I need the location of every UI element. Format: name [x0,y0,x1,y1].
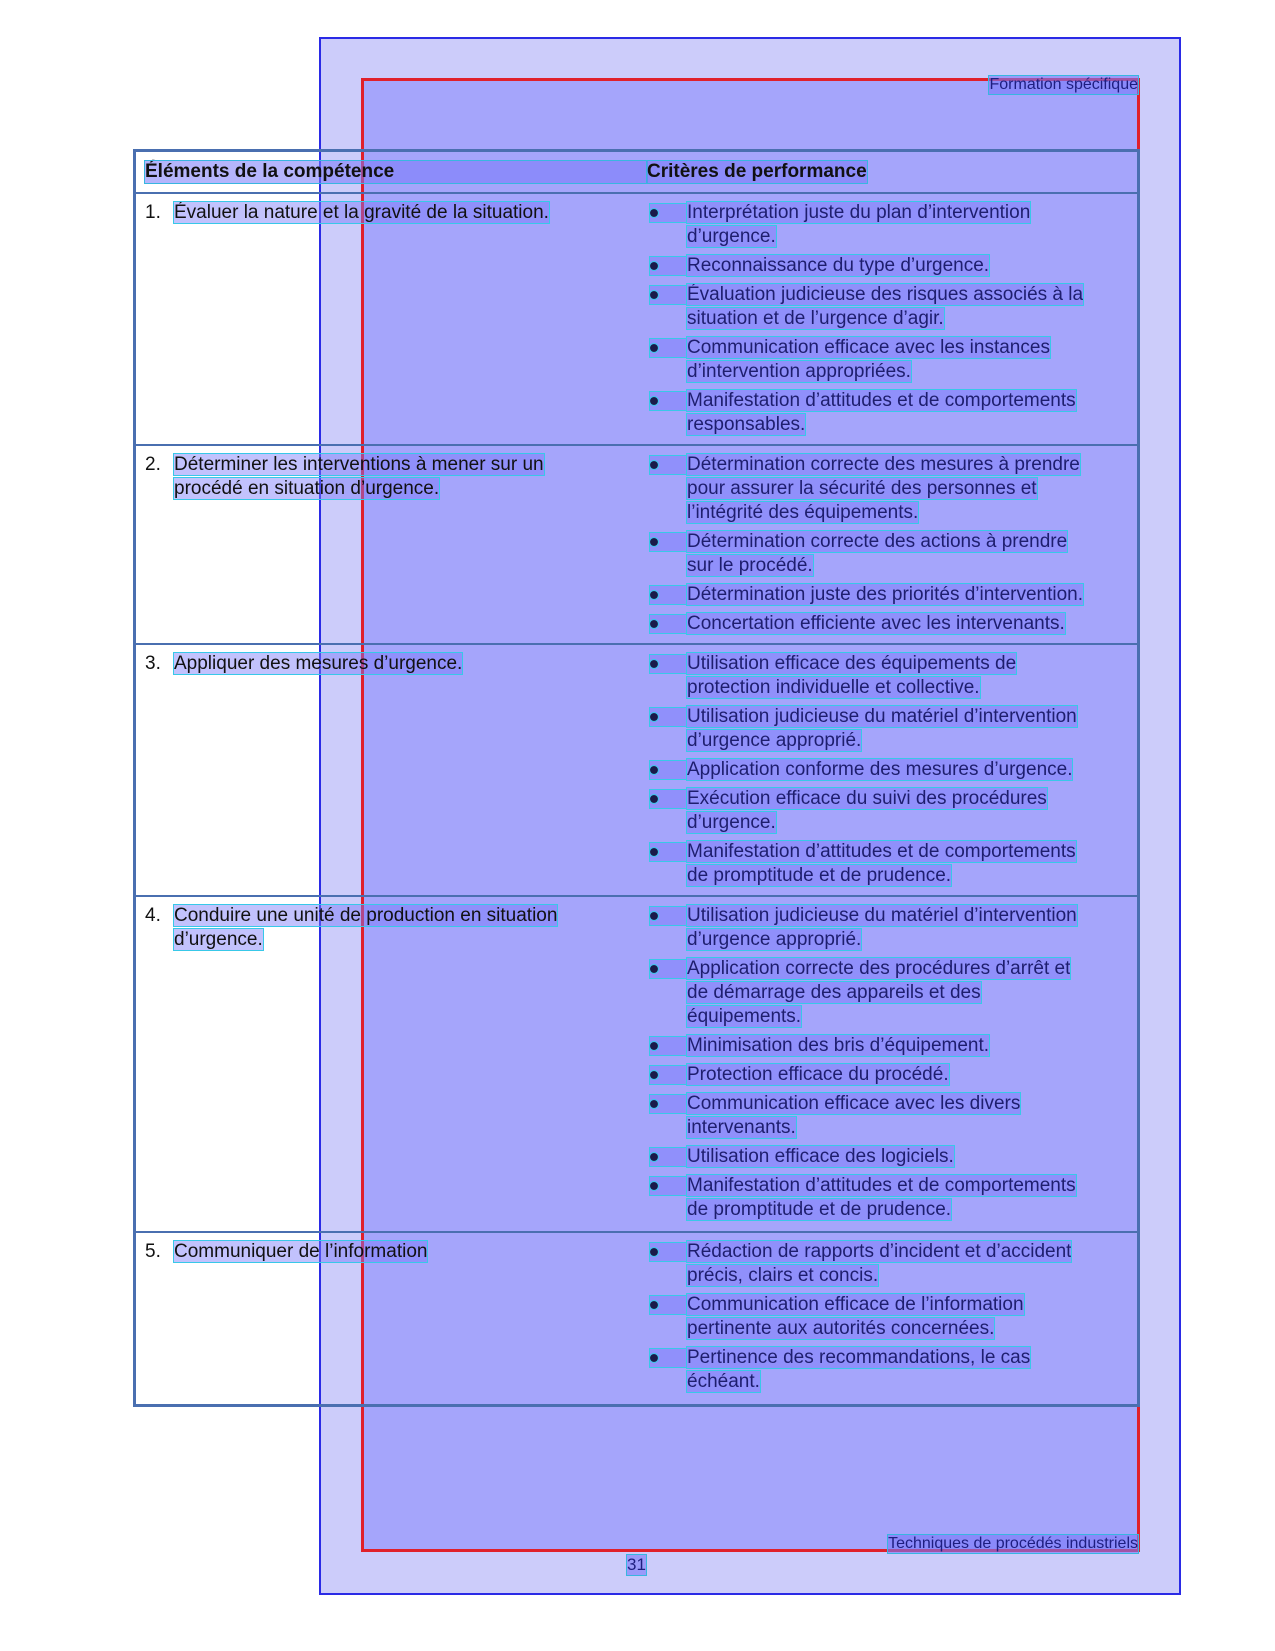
performance-criterion [687,1346,1124,1394]
criterion-line: équipements. [687,1006,802,1027]
competence-element-line [145,201,549,225]
element-number: 4. [145,905,161,926]
performance-criterion [687,1240,1124,1288]
bullet-icon [650,538,658,546]
criterion-line: d’urgence. [687,812,776,833]
criterion-line: Communication efficace avec les divers [687,1093,1021,1114]
row-divider [133,643,1140,645]
competence-element-line [145,477,439,501]
performance-criterion [687,787,1124,835]
bullet-icon [650,461,658,469]
criterion-line: Reconnaissance du type d’urgence. [687,255,990,276]
criterion-line: Manifestation d’attitudes et de comportements [687,841,1076,862]
performance-criterion [687,283,1124,331]
criterion-line: Communication efficace de l’information [687,1294,1024,1315]
performance-criterion [687,336,1124,384]
criterion-line: d’urgence. [687,226,776,247]
performance-criterion [687,1034,1124,1058]
criterion-line: Manifestation d’attitudes et de comportements [687,1175,1076,1196]
performance-criterion [687,652,1124,700]
criterion-line: Rédaction de rapports d’incident et d’accident [687,1241,1072,1262]
criterion-line: Détermination juste des priorités d’intervention. [687,584,1084,605]
criterion-line: de promptitude et de prudence. [687,865,952,886]
element-number: 5. [145,1241,161,1262]
criterion-line: Concertation efficiente avec les intervenants. [687,613,1065,634]
element-text: Appliquer des mesures d’urgence. [174,653,463,674]
criterion-line: Communication efficace avec les instances [687,337,1050,358]
competence-element-line [145,904,557,928]
bullet-icon [650,965,658,973]
bullet-icon [650,660,658,668]
criterion-line: pour assurer la sécurité des personnes et [687,478,1037,499]
criterion-line: d’intervention appropriées. [687,361,911,382]
criterion-line: Interprétation juste du plan d’intervention [687,202,1031,223]
performance-criterion [687,583,1124,607]
element-text: d’urgence. [174,929,263,950]
element-number: 1. [145,202,161,223]
criterion-line: Utilisation judicieuse du matériel d’intervention [687,905,1077,926]
criterion-line: précis, clairs et concis. [687,1265,879,1286]
performance-criterion [687,201,1124,249]
criterion-line: responsables. [687,414,806,435]
row-divider [133,444,1140,446]
performance-criterion [687,1293,1124,1341]
performance-criterion [687,1063,1124,1087]
bullet-icon [650,848,658,856]
bullet-icon [650,1071,658,1079]
bullet-icon [650,766,658,774]
column-header-elements: Éléments de la compétence [145,161,647,183]
row-divider [133,1231,1140,1233]
running-header: Formation spécifique [989,76,1138,93]
bullet-icon [650,1301,658,1309]
criterion-line: Évaluation judicieuse des risques associés à la [687,284,1084,305]
criterion-line: de promptitude et de prudence. [687,1199,952,1220]
criterion-line: pertinente aux autorités concernées. [687,1318,995,1339]
bullet-icon [650,1042,658,1050]
criterion-line: intervenants. [687,1117,796,1138]
competence-element-line [145,928,263,952]
element-text: procédé en situation d’urgence. [174,478,440,499]
performance-criterion [687,705,1124,753]
criterion-line: Minimisation des bris d’équipement. [687,1035,990,1056]
performance-criterion [687,453,1124,525]
performance-criterion [687,1174,1124,1222]
bullet-icon [650,1248,658,1256]
header-divider [133,192,1140,194]
performance-criterion [687,1092,1124,1140]
criterion-line: échéant. [687,1371,760,1392]
criterion-line: Pertinence des recommandations, le cas [687,1347,1031,1368]
element-text: Communiquer de l’information [174,1241,428,1262]
performance-criterion [687,957,1124,1029]
bullet-icon [650,713,658,721]
performance-criterion [687,758,1124,782]
criterion-line: sur le procédé. [687,555,813,576]
criterion-line: Utilisation efficace des logiciels. [687,1146,954,1167]
page-number: 31 [627,1555,646,1574]
criterion-line: Manifestation d’attitudes et de comportements [687,390,1076,411]
performance-criterion [687,389,1124,437]
bullet-icon [650,1153,658,1161]
criterion-line: d’urgence approprié. [687,929,862,950]
element-text: Conduire une unité de production en situation [174,905,558,926]
performance-criterion [687,530,1124,578]
bullet-icon [650,795,658,803]
criterion-line: Application correcte des procédures d’arrêt et [687,958,1071,979]
criterion-line: Utilisation judicieuse du matériel d’intervention [687,706,1077,727]
bullet-icon [650,397,658,405]
performance-criterion [687,840,1124,888]
running-footer: Techniques de procédés industriels [888,1535,1138,1552]
bullet-icon [650,344,658,352]
bullet-icon [650,620,658,628]
competence-element-line [145,1240,427,1264]
performance-criterion [687,254,1124,278]
bullet-icon [650,291,658,299]
criterion-line: de démarrage des appareils et des [687,982,981,1003]
criterion-line: Protection efficace du procédé. [687,1064,949,1085]
bullet-icon [650,591,658,599]
performance-criterion [687,1145,1124,1169]
criterion-line: situation et de l’urgence d’agir. [687,308,944,329]
row-divider [133,895,1140,897]
bullet-icon [650,912,658,920]
criterion-line: Détermination correcte des mesures à prendre [687,454,1080,475]
bullet-icon [650,1100,658,1108]
element-number: 2. [145,454,161,475]
criterion-line: Application conforme des mesures d’urgence. [687,759,1073,780]
performance-criterion [687,904,1124,952]
bullet-icon [650,262,658,270]
bullet-icon [650,1182,658,1190]
criterion-line: protection individuelle et collective. [687,677,980,698]
criterion-line: Utilisation efficace des équipements de [687,653,1017,674]
performance-criterion [687,612,1124,636]
criterion-line: l’intégrité des équipements. [687,502,919,523]
criterion-line: d’urgence approprié. [687,730,862,751]
element-text: Déterminer les interventions à mener sur un [174,454,544,475]
competence-element-line [145,453,544,477]
column-header-criteria: Critères de performance [647,161,867,182]
element-text: Évaluer la nature et la gravité de la situation. [174,202,549,223]
competence-element-line [145,652,462,676]
bullet-icon [650,1354,658,1362]
criterion-line: Exécution efficace du suivi des procédures [687,788,1047,809]
criterion-line: Détermination correcte des actions à prendre [687,531,1068,552]
element-number: 3. [145,653,161,674]
bullet-icon [650,209,658,217]
